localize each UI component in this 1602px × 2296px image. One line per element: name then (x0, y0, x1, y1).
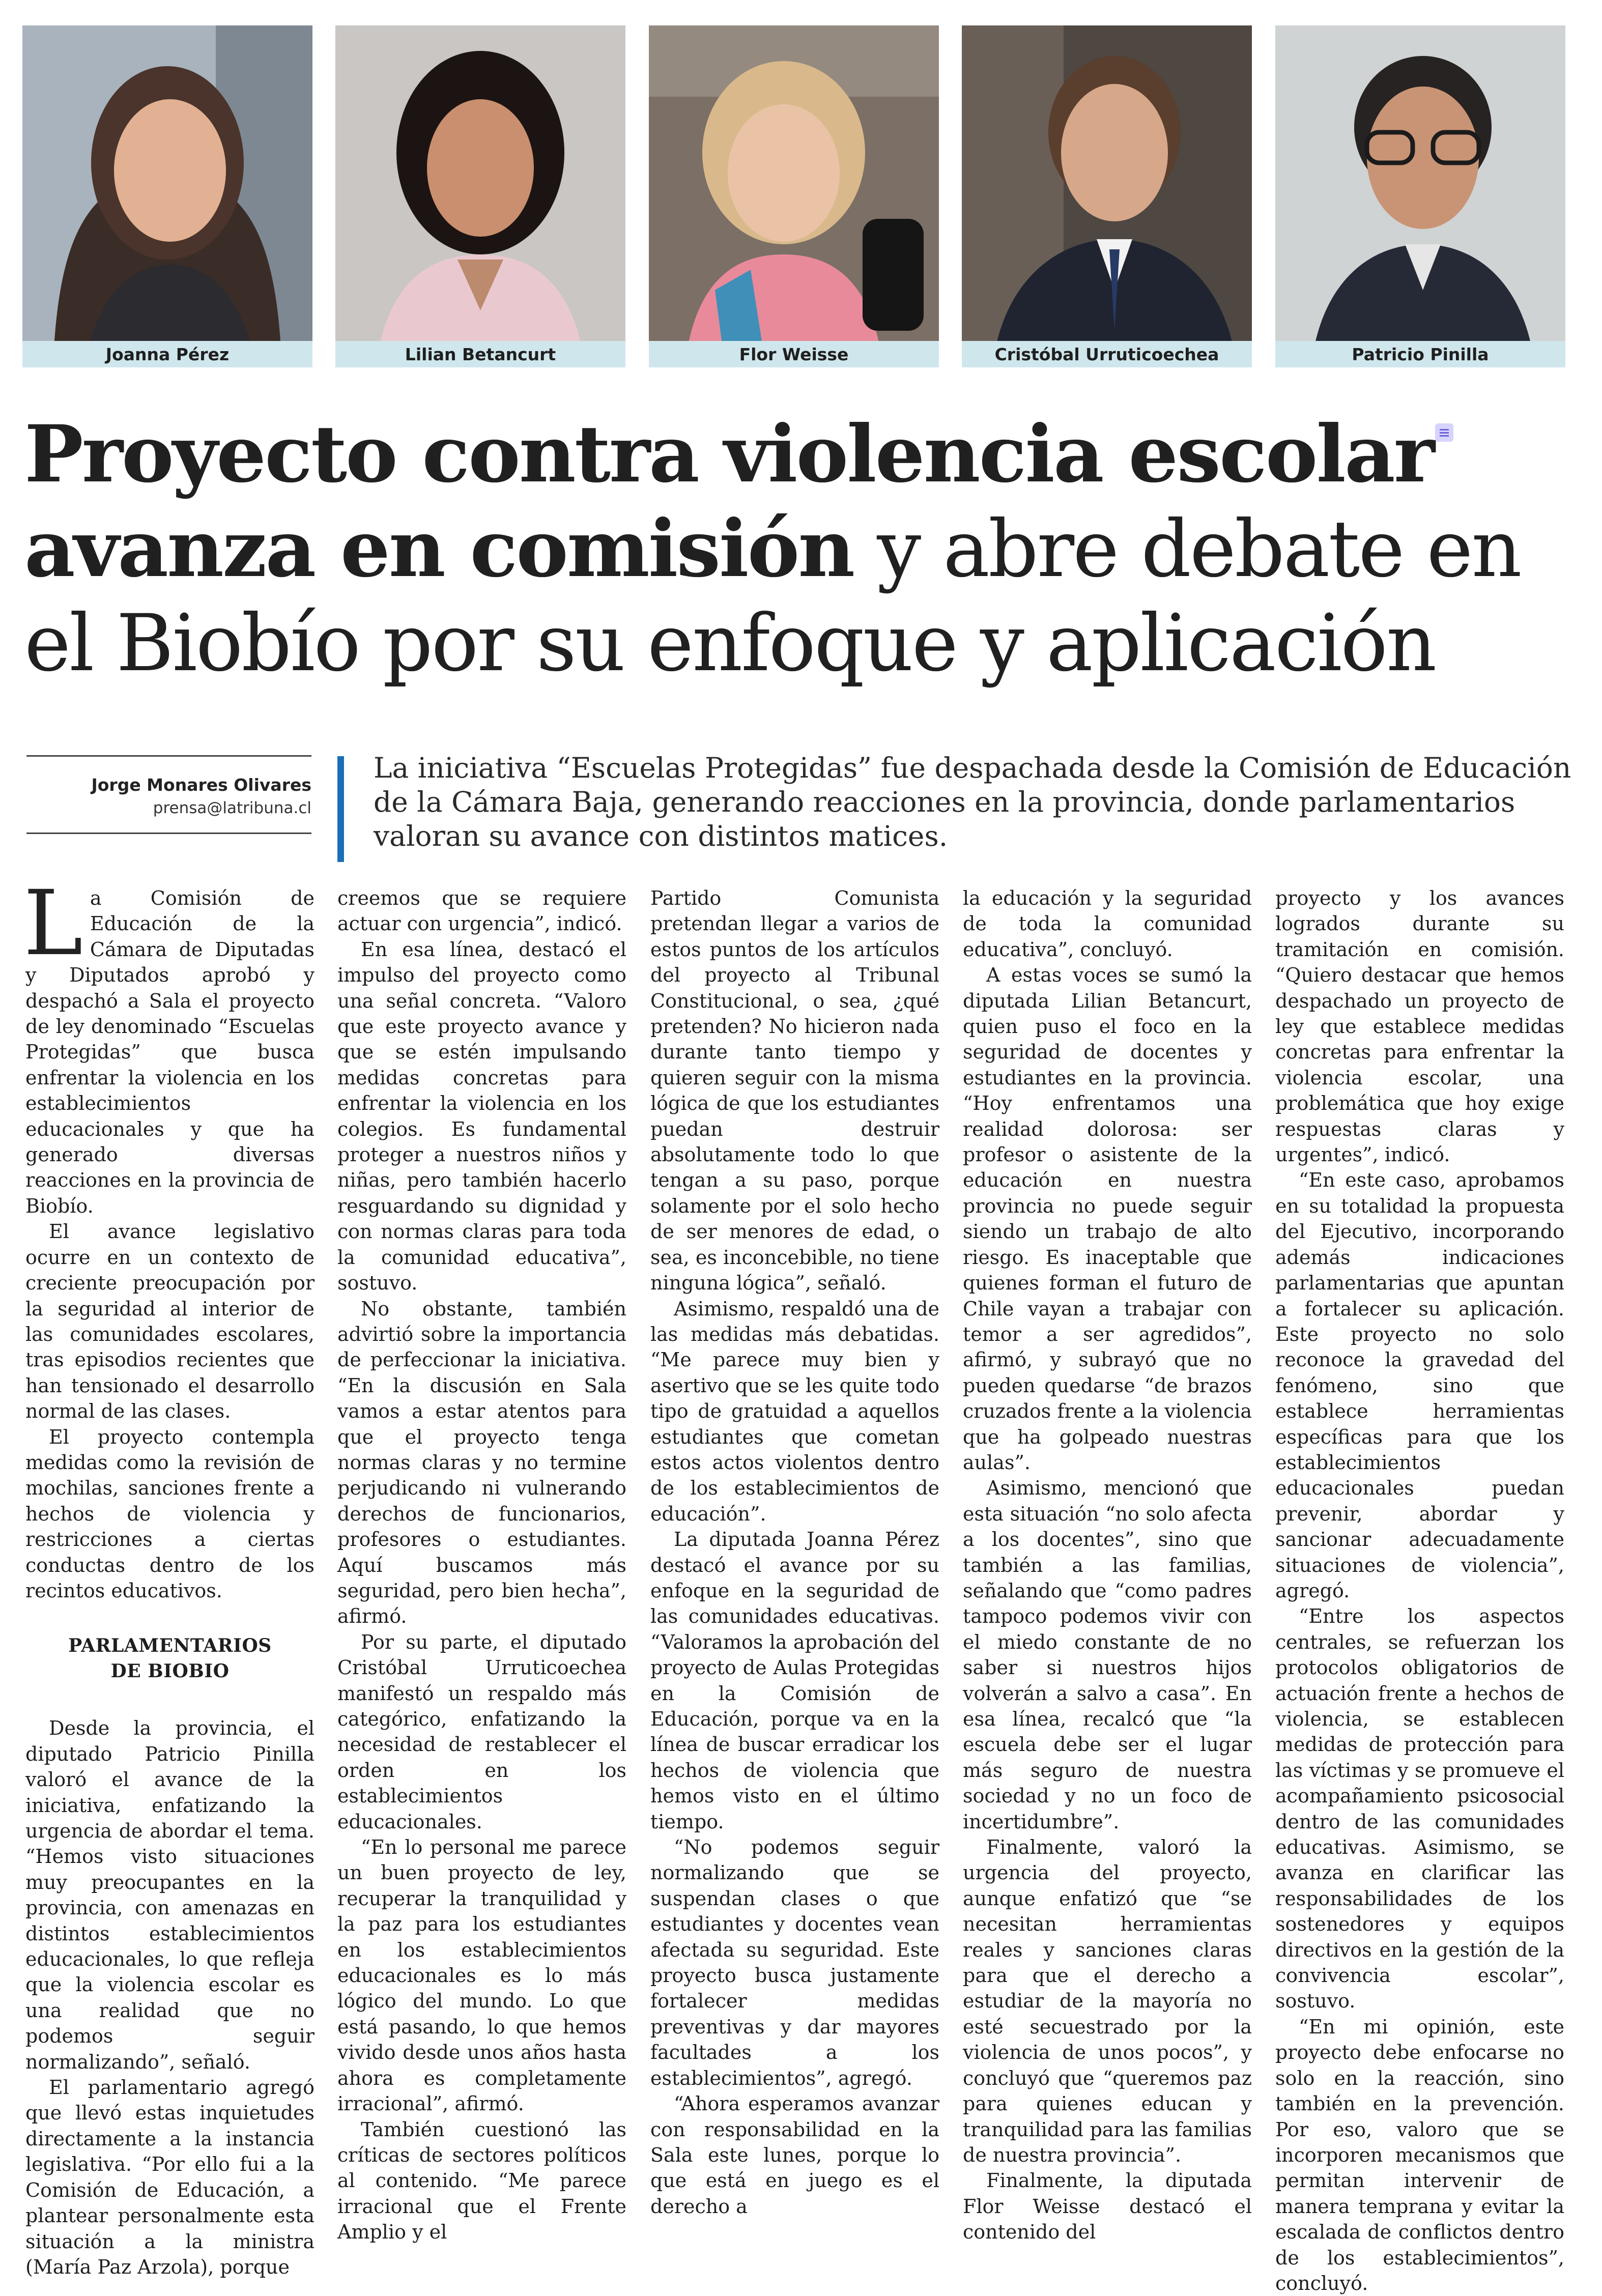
section-subhead (25, 1633, 314, 1684)
article-paragraph: “Entre los aspectos centrales, se refuerzan los protocolos obligatorios de actuación frente a hechos de violencia, se establecen medidas de protección para las víctimas y se promueve el acompañamiento psicosocial dentro de las comunidades educativas. Asimismo, se avanza en clarificar las responsabilidades de los sostenedores y equipos directivos en la gestión de la convivencia escolar”, sostuvo. (1275, 1605, 1564, 2013)
article-column-4 (963, 885, 1252, 2244)
article-paragraph: El parlamentario agregó que llevó estas inquietudes directamente a la instancia legislativa. “Por ello fui a la Comisión de Educación, a plantear personalmente esta situación a la ministra (María Paz Arzola), porque (25, 2076, 314, 2278)
headline (24, 407, 1521, 691)
article-paragraph: El avance legislativo ocurre en un contexto de creciente preocupación por la seguridad al interior de las comunidades escolares, tras episodios recientes que han tensionado el desarrollo normal de las clases. (25, 1220, 314, 1423)
paragraph-text: a Comisión de Educación de la Cámara de Diputadas y Diputados aprobó y despachó a Sala el proyecto de ley denominado “Escuelas Protegidas” que busca enfrentar la violencia en los establecimientos educacionales y que ha generado diversas reacciones en la provincia de Biobío. (25, 887, 314, 1217)
author-email: prensa@latribuna.cl (153, 799, 311, 817)
annotation-note-icon[interactable] (1435, 423, 1453, 442)
article-column-3 (650, 885, 939, 2218)
article-column-5 (1275, 885, 1564, 2294)
article-paragraph: En esa línea, destacó el impulso del proyecto como una señal concreta. “Valoro que este proyecto avance y que se estén impulsando medidas concretas para enfrentar la violencia en los colegios. Es fundamental proteger a nuestros niños y niñas, pero también hacerlo resguardando su dignidad y con normas claras para toda la comunidad educativa”, sostuvo. (337, 938, 626, 1295)
subhead-line: PARLAMENTARIOS (68, 1635, 272, 1657)
photo-lilian-betancurt (335, 25, 625, 367)
drop-cap: L (23, 871, 83, 975)
headline-line2-strong: avanza en comisión (24, 503, 854, 595)
byline (26, 755, 311, 834)
article-paragraph: “Ahora esperamos avanzar con responsabilidad en la Sala este lunes, porque lo que está en juego es el derecho a (650, 2092, 939, 2218)
photo-caption: Cristóbal Urruticoechea (962, 341, 1252, 367)
article-paragraph: “No podemos seguir normalizando que se suspendan clases o que estudiantes y docentes vean afectada su seguridad. Este proyecto busca justamente fortalecer medidas preventivas y dar mayores facultades a los establecimientos”, agregó. (650, 1836, 939, 2089)
article-paragraph: proyecto y los avances logrados durante su tramitación en comisión. “Quiero destacar que hemos despachado un proyecto de ley que establece medidas concretas para enfrentar la violencia escolar, una problemática que hoy exige respuestas claras y urgentes”, indicó. (1275, 887, 1564, 1166)
portrait-image (962, 25, 1252, 367)
portrait-image (649, 25, 939, 367)
article-column-1 (23, 871, 314, 2278)
photo-caption: Patricio Pinilla (1275, 341, 1565, 367)
headline-line3: el Biobío por su enfoque y aplicación (24, 598, 1436, 689)
subhead-line: DE BIOBIO (110, 1660, 230, 1682)
article-paragraph: Desde la provincia, el diputado Patricio Pinilla valoró el avance de la iniciativa, enfatizando la urgencia de abordar el tema. “Hemos visto situaciones muy preocupantes en la provincia, con amenazas en distintos establecimientos educacionales, lo que refleja que la violencia escolar es una realidad que no podemos seguir normalizando”, señaló. (25, 1717, 314, 2073)
article-paragraph: La diputada Joanna Pérez destacó el avance por su enfoque en la seguridad de las comunidades educativas. “Valoramos la aprobación del proyecto de Aulas Protegidas en la Comisión de Educación, porque va en la línea de buscar erradicar los hechos de violencia que hemos visto en el último tiempo. (650, 1528, 939, 1833)
lead-accent-bar (337, 756, 344, 862)
article-paragraph: Asimismo, mencionó que esta situación “no solo afecta a los docentes”, sino que también a las familias, señalando que “como padres tampoco podemos vivir con el miedo constante de no saber si nuestros hijos volverán a salvo a casa”. En esa línea, recalcó que “la escuela debe ser el lugar más seguro de nuestra sociedad y no un foco de incertidumbre”. (963, 1477, 1252, 1833)
article-paragraph: Finalmente, valoró la urgencia del proyecto, aunque enfatizó que “se necesitan herramientas reales y sanciones claras para que el derecho a estudiar de la mayoría no esté secuestrado por la violencia de unos pocos”, y concluyó que “queremos paz para quienes educan y tranquilidad para las familias de nuestra provincia”. (963, 1836, 1252, 2166)
photo-caption: Joanna Pérez (22, 341, 312, 367)
article-paragraph: No obstante, también advirtió sobre la importancia de perfeccionar la iniciativa. “En la discusión en Sala vamos a estar atentos para que el proyecto tenga normas claras y no termine perjudicando ni vulnerando derechos de funcionarios, profesores o estudiantes. Aquí buscamos más seguridad, pero bien hecha”, afirmó. (337, 1297, 626, 1628)
portrait-image (1275, 25, 1565, 367)
headline-line1: Proyecto contra violencia escolar (24, 408, 1434, 500)
portrait-image (22, 25, 312, 367)
article-paragraph: Partido Comunista pretendan llegar a varios de estos puntos de los artículos del proyecto al Tribunal Constitucional, o sea, ¿qué pretenden? No hicieron nada durante tanto tiempo y quieren seguir con la misma lógica de que los estudiantes puedan destruir absolutamente todo lo que tengan a su paso, porque solamente por el solo hecho de ser menores de edad, o sea, es inconcebible, no tiene ninguna lógica”, señaló. (650, 887, 939, 1295)
article-paragraph: El proyecto contempla medidas como la revisión de mochilas, sanciones frente a hechos de violencia y restricciones a ciertas conductas dentro de los recintos educativos. (25, 1425, 314, 1602)
photo-cristobal-urruticoechea (962, 25, 1252, 367)
article-paragraph: creemos que se requiere actuar con urgencia”, indicó. (337, 887, 626, 935)
portrait-image (335, 25, 625, 367)
article-paragraph: “En mi opinión, este proyecto debe enfocarse no solo en la reacción, sino también en la prevención. Por eso, valoro que se incorporen mecanismos que permitan intervenir de manera temprana y evitar la escalada de conflictos dentro de los establecimientos”, concluyó. (1275, 2015, 1564, 2294)
article-paragraph: A estas voces se sumó la diputada Lilian Betancurt, quien puso el foco en la seguridad de docentes y estudiantes en la provincia. “Hoy enfrentamos una realidad dolorosa: ser profesor o asistente de la educación en nuestra provincia no puede seguir siendo un trabajo de alto riesgo. Es inaceptable que quienes forman el futuro de Chile vayan a trabajar con temor a ser agredidos”, afirmó, y subrayó que no pueden quedarse “de brazos cruzados frente a la violencia que ha golpeado nuestras aulas”. (963, 964, 1252, 1474)
article-paragraph (23, 871, 314, 1219)
photo-flor-weisse (649, 25, 939, 367)
article-paragraph: “En este caso, aprobamos en su totalidad la propuesta del Ejecutivo, incorporando además indicaciones parlamentarias que apuntan a fortalecer su aplicación. Este proyecto no solo reconoce la gravedad del fenómeno, sino que establece herramientas específicas para que los establecimientos educacionales puedan prevenir, abordar y sancionar adecuadamente situaciones de violencia”, agregó. (1275, 1169, 1564, 1602)
article-paragraph: la educación y la seguridad de toda la comunidad educativa”, concluyó. (963, 887, 1252, 961)
photo-caption: Flor Weisse (649, 341, 939, 367)
article-paragraph: También cuestionó las críticas de sectores políticos al contenido. “Me parece irracional que el Frente Amplio y el (337, 2118, 626, 2244)
photo-caption: Lilian Betancurt (335, 341, 625, 367)
headline-line2-rest: y abre debate en (853, 504, 1521, 595)
article-paragraph: Por su parte, el diputado Cristóbal Urruticoechea manifestó un respaldo más categórico, enfatizando la necesidad de restablecer el orden en los establecimientos educacionales. (337, 1630, 626, 1833)
photo-joanna-perez (22, 25, 312, 367)
article-paragraph: Finalmente, la diputada Flor Weisse destacó el contenido del (963, 2169, 1252, 2244)
article-paragraph: Asimismo, respaldó una de las medidas más debatidas. “Me parece muy bien y asertivo que se les quite todo tipo de gratuidad a aquellos estudiantes que cometan estos actos violentos dentro de los establecimientos de educación”. (650, 1297, 939, 1525)
author-name: Jorge Monares Olivares (91, 775, 311, 795)
photo-patricio-pinilla (1275, 25, 1565, 367)
lead-paragraph: La iniciativa “Escuelas Protegidas” fue despachada desde la Comisión de Educación de la Cámara Baja, generando reacciones en la provincia, donde parlamentarios valoran su avance con distintos matices. (374, 752, 1571, 852)
article-column-2 (337, 885, 626, 2244)
article-paragraph: “En lo personal me parece un buen proyecto de ley, recuperar la tranquilidad y la paz para los estudiantes en los establecimientos educacionales es lo más lógico del mundo. Lo que está pasando, lo que hemos vivido desde unos años hasta ahora es completamente irracional”, afirmó. (337, 1836, 626, 2115)
